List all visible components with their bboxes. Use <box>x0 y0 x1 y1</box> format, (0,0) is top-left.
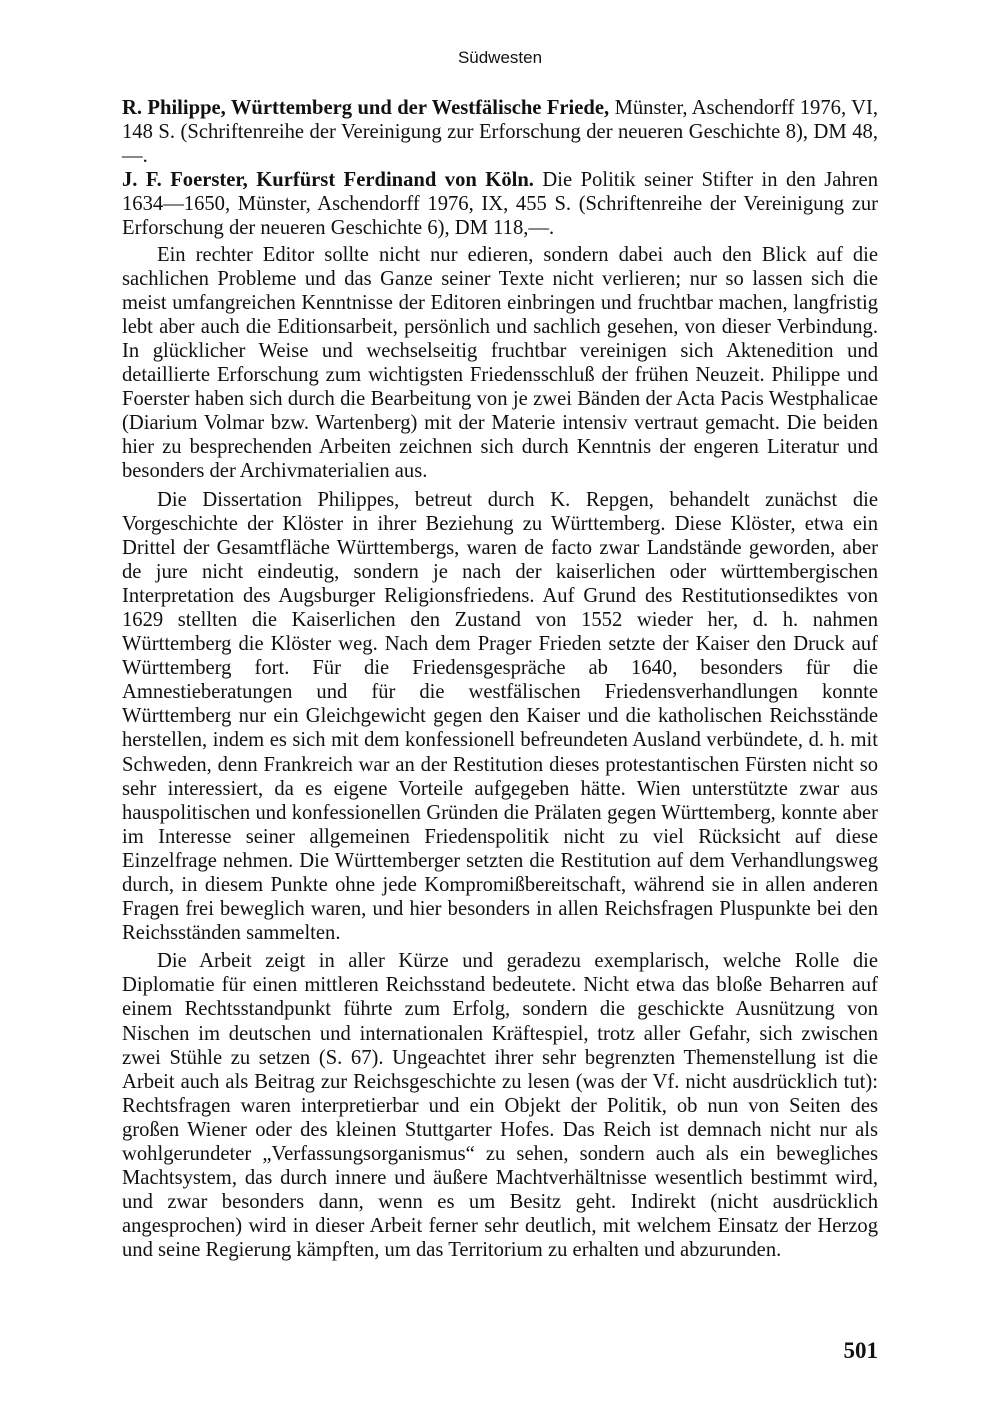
running-head: Südwesten <box>457 48 543 67</box>
article-content <box>122 96 878 1263</box>
entry-1-details: Münster, Aschendorff 1976, VI, 148 S. (Schriftenreihe der Vereinigung zur Erforschung der neueren Geschichte 8), DM 48,—. <box>122 97 878 168</box>
entry-1-author-title: R. Philippe, Württemberg und der Westfälische Friede, <box>122 97 610 119</box>
review-paragraph-1: Ein rechter Editor sollte nicht nur edieren, sondern dabei auch den Blick auf die sachlichen Probleme und das Ganze seiner Texte nicht verlieren; nur so lassen sich die meist umfangreichen Kenntnisse der Editoren einbringen und fruchtbar machen, langfristig lebt aber auch die Editionsarbeit, persönlich und sachlich gesehen, von dieser Verbindung. In glücklicher Weise und wechselseitig fruchtbar vereinigen sich Aktenedition und detaillierte Erforschung zum wichtigsten Friedensschluß der frühen Neuzeit. Philippe und Foerster haben sich durch die Bearbeitung von je zwei Bänden der Acta Pacis Westphalicae (Diarium Volmar bzw. Wartenberg) mit der Materie intensiv vertraut gemacht. Die beiden hier zu besprechenden Arbeiten zeichnen sich durch Kenntnis der engeren Literatur und besonders der Archivmaterialien aus. <box>122 243 878 483</box>
page-body <box>122 48 878 1267</box>
page-number: 501 <box>843 1338 878 1363</box>
review-paragraph-2: Die Dissertation Philippes, betreut durch K. Repgen, behandelt zunächst die Vorgeschichte der Klöster in ihrer Beziehung zu Württemberg. Diese Klöster, etwa ein Drittel der Gesamtfläche Württembergs, waren de facto zwar Landstände geworden, aber de jure nicht eindeutig, sondern je nach der kaiserlichen oder württembergischen Interpretation des Augsburger Religionsfriedens. Auf Grund des Restitutionsediktes von 1629 stellten die Kaiserlichen den Zustand von 1552 wieder her, d. h. nahmen Württemberg die Klöster weg. Nach dem Prager Frieden setzte der Kaiser den Druck auf Württemberg fort. Für die Friedensgespräche ab 1640, besonders für die Amnestieberatungen und für die westfälischen Friedensverhandlungen konnte Württemberg nur ein Gleichgewicht gegen den Kaiser und die katholischen Reichsstände herstellen, indem es sich mit dem konfessionell befreundeten Ausland verbündete, d. h. mit Schweden, denn Frankreich war an der Restitution dieses protestantischen Fürsten nicht so sehr interessiert, da es eigene Vorteile aufgegeben hätte. Wien unterstützte zwar aus hauspolitischen und konfessionellen Gründen die Prälaten gegen Württemberg, konnte aber im Interesse seiner allgemeinen Friedenspolitik nicht zu viel Rücksicht auf diese Einzelfrage nehmen. Die Württemberger setzten die Restitution auf dem Verhandlungsweg durch, in diesem Punkte ohne jede Kompromißbereitschaft, während sie in allen anderen Fragen frei beweglich waren, und hier besonders in allen Reichsfragen Pluspunkte bei den Reichsständen sammelten. <box>122 488 878 945</box>
entry-2-author-title: J. F. Foerster, Kurfürst Ferdinand von Köln. <box>122 169 534 192</box>
bibliographic-entry-2 <box>122 168 878 240</box>
review-paragraph-3: Die Arbeit zeigt in aller Kürze und geradezu exemplarisch, welche Rolle die Diplomatie für einen mittleren Reichsstand bedeutete. Nicht etwa das bloße Beharren auf einem Rechtsstandpunkt führte zum Erfolg, sondern die geschickte Ausnützung von Nischen im deutschen und internationalen Kräftespiel, trotz aller Gefahr, sich zwischen zwei Stühle zu setzen (S. 67). Ungeachtet ihrer sehr begrenzten Themenstellung ist die Arbeit auch als Beitrag zur Reichsgeschichte zu lesen (was der Vf. nicht ausdrücklich tut): Rechtsfragen waren interpretierbar und ein Objekt der Politik, ob nun von Seiten des großen Wiener oder des kleinen Stuttgarter Hofes. Das Reich ist demnach nicht nur als wohlgerundeter „Verfassungsorganismus“ zu sehen, sondern auch als ein bewegliches Machtsystem, das durch innere und äußere Machtverhältnisse wesentlich bestimmt wird, und zwar besonders dann, wenn es um Besitz geht. Indirekt (nicht ausdrücklich angesprochen) wird in dieser Arbeit ferner sehr deutlich, mit welchem Einsatz der Herzog und seine Regierung kämpften, um das Territorium zu erhalten und abzurunden. <box>122 950 878 1262</box>
bibliographic-entry-1 <box>122 96 878 168</box>
entry-2-details: Die Politik seiner Stifter in den Jahren 1634—1650, Münster, Aschendorff 1976, IX, 455 S. (Schriftenreihe der Vereinigung zur Erforschung der neueren Geschichte 6), DM 118,—. <box>122 169 878 240</box>
